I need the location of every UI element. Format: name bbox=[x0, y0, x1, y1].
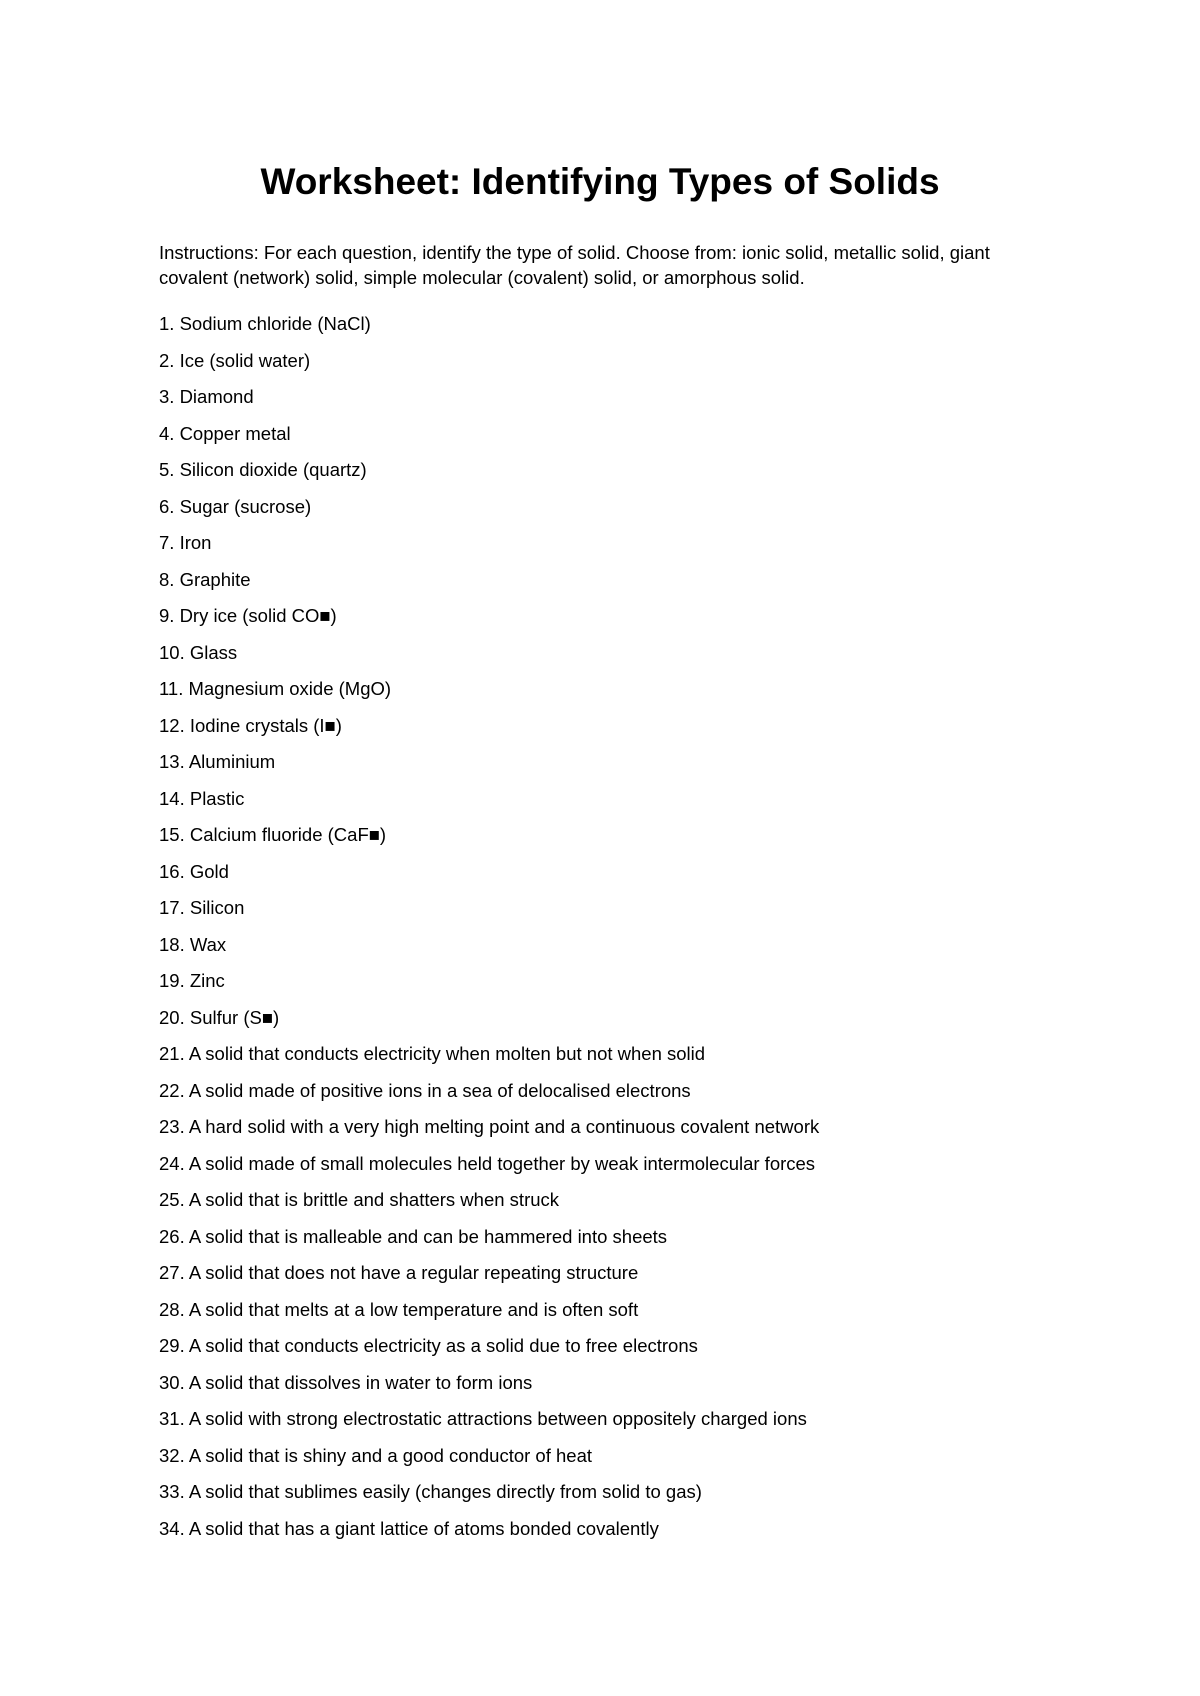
question-item: 28. A solid that melts at a low temperature and is often soft bbox=[159, 1298, 639, 1320]
question-item: 29. A solid that conducts electricity as a solid due to free electrons bbox=[159, 1335, 698, 1356]
question-item: 12. Iodine crystals (I■) bbox=[159, 714, 342, 736]
question-item: 25. A solid that is brittle and shatters when struck bbox=[159, 1189, 560, 1210]
question-item: 1. Sodium chloride (NaCl) bbox=[159, 313, 371, 334]
question-item: 8. Graphite bbox=[159, 568, 251, 590]
question-item: 18. Wax bbox=[159, 933, 227, 955]
question-item: 14. Plastic bbox=[159, 787, 245, 809]
question-item: 20. Sulfur (S■) bbox=[159, 1006, 280, 1028]
page-title: Worksheet: Identifying Types of Solids bbox=[260, 161, 940, 202]
question-item: 7. Iron bbox=[159, 532, 212, 553]
question-list bbox=[159, 312, 1059, 1553]
question-item: 26. A solid that is malleable and can be hammered into sheets bbox=[159, 1225, 668, 1247]
question-item: 27. A solid that does not have a regular repeating structure bbox=[159, 1262, 639, 1283]
question-item: 3. Diamond bbox=[159, 386, 254, 407]
question-item: 23. A hard solid with a very high melting point and a continuous covalent network bbox=[159, 1116, 820, 1137]
question-item: 33. A solid that sublimes easily (changes directly from solid to gas) bbox=[159, 1481, 702, 1502]
question-item: 10. Glass bbox=[159, 641, 238, 663]
question-item: 30. A solid that dissolves in water to form ions bbox=[159, 1371, 533, 1393]
instructions-text: Instructions: For each question, identify the type of solid. Choose from: ionic solid, metallic solid, giant covalent (network) solid, simple molecular (covalent) solid, or amorphous solid. bbox=[159, 242, 990, 288]
question-item: 5. Silicon dioxide (quartz) bbox=[159, 459, 367, 480]
question-item: 6. Sugar (sucrose) bbox=[159, 495, 312, 517]
question-item: 9. Dry ice (solid CO■) bbox=[159, 605, 337, 626]
question-item: 17. Silicon bbox=[159, 897, 245, 918]
question-item: 19. Zinc bbox=[159, 970, 225, 991]
question-item: 13. Aluminium bbox=[159, 751, 276, 772]
question-item: 21. A solid that conducts electricity when molten but not when solid bbox=[159, 1043, 706, 1064]
question-item: 2. Ice (solid water) bbox=[159, 349, 311, 371]
question-item: 24. A solid made of small molecules held together by weak intermolecular forces bbox=[159, 1152, 816, 1174]
question-item: 16. Gold bbox=[159, 860, 229, 882]
question-item: 22. A solid made of positive ions in a sea of delocalised electrons bbox=[159, 1079, 691, 1101]
question-item: 15. Calcium fluoride (CaF■) bbox=[159, 824, 387, 845]
question-item: 4. Copper metal bbox=[159, 422, 291, 444]
question-item: 32. A solid that is shiny and a good conductor of heat bbox=[159, 1444, 592, 1466]
question-item: 11. Magnesium oxide (MgO) bbox=[159, 678, 392, 699]
question-item: 31. A solid with strong electrostatic attractions between oppositely charged ions bbox=[159, 1408, 807, 1429]
question-item: 34. A solid that has a giant lattice of atoms bonded covalently bbox=[159, 1517, 659, 1539]
